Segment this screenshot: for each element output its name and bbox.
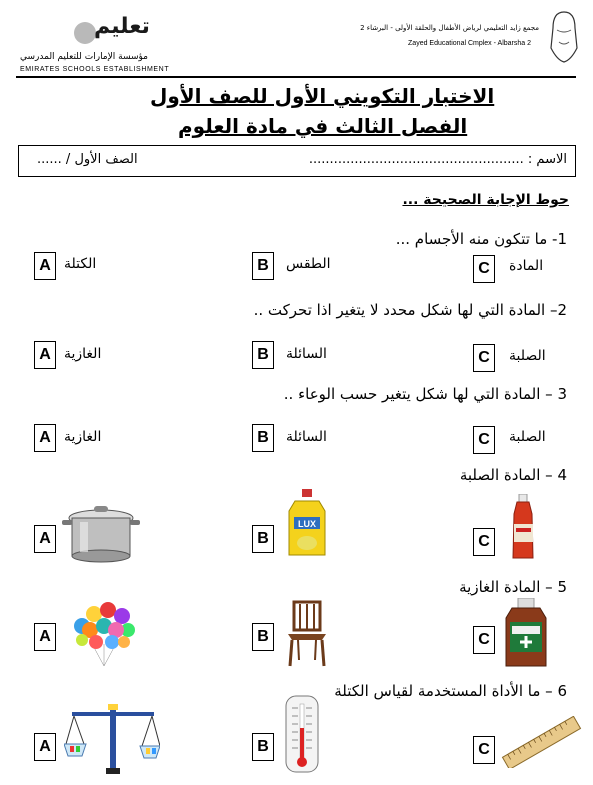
student-info-box: [18, 145, 576, 177]
soap-brand-label: LUX: [298, 519, 316, 529]
option-b-box[interactable]: B: [252, 252, 274, 280]
name-field[interactable]: الاسم : ....................................................: [308, 152, 567, 167]
option-a-box[interactable]: A: [34, 525, 56, 553]
school-name-ar: مجمع زايد التعليمي لرياض الأطفال والحلقة الأولى - البرشاء 2: [360, 24, 539, 32]
balance-scale-icon[interactable]: [64, 700, 160, 776]
option-b-text[interactable]: السائلة: [286, 429, 327, 445]
question-5: 5 – المادة الغازية: [459, 578, 567, 596]
option-c-box[interactable]: C: [473, 344, 495, 372]
title-line-2: الفصل الثالث في مادة العلوم: [178, 114, 468, 138]
header-divider: [16, 76, 576, 78]
wooden-chair-icon[interactable]: [284, 600, 330, 668]
option-c-box[interactable]: C: [473, 426, 495, 454]
instruction: حوط الإجابة الصحيحة ...: [402, 192, 569, 208]
option-b-text[interactable]: السائلة: [286, 346, 327, 362]
question-2: 2– المادة التي لها شكل محدد لا يتغير اذا تحركت ..: [253, 301, 567, 319]
esa-name-en: EMIRATES SCHOOLS ESTABLISHMENT: [20, 66, 170, 73]
esa-name-ar: مؤسسة الإمارات للتعليم المدرسي: [20, 52, 148, 62]
option-c-box[interactable]: C: [473, 626, 495, 654]
option-c-text[interactable]: الصلبة: [509, 348, 546, 364]
option-a-box[interactable]: A: [34, 424, 56, 452]
question-3: 3 – المادة التي لها شكل يتغير حسب الوعاء ..: [283, 385, 567, 403]
school-name-en: Zayed Educational Cmplex - Albarsha 2: [408, 40, 531, 47]
title-line-1: الاختبار التكويني الأول للصف الأول: [150, 84, 495, 108]
logo-mark-icon: [74, 22, 96, 44]
option-c-text[interactable]: المادة: [509, 258, 544, 274]
question-4: 4 – المادة الصلبة: [459, 466, 567, 484]
option-a-text[interactable]: الغازية: [64, 429, 102, 445]
school-logo: [360, 8, 583, 68]
antiseptic-bottle-icon[interactable]: [500, 598, 552, 668]
sauce-bottle-icon[interactable]: [506, 494, 540, 560]
balloons-icon[interactable]: [70, 600, 138, 670]
option-a-text[interactable]: الكتلة: [64, 256, 97, 272]
option-b-box[interactable]: B: [252, 623, 274, 651]
option-b-box[interactable]: B: [252, 341, 274, 369]
option-c-box[interactable]: C: [473, 255, 495, 283]
brand-text: تعليم: [94, 14, 150, 39]
option-a-box[interactable]: A: [34, 341, 56, 369]
option-c-text[interactable]: الصلبة: [509, 429, 546, 445]
ruler-icon[interactable]: [500, 716, 582, 768]
question-6: 6 – ما الأداة المستخدمة لقياس الكتلة: [334, 682, 567, 700]
option-a-text[interactable]: الغازية: [64, 346, 102, 362]
option-a-box[interactable]: A: [34, 623, 56, 651]
class-field[interactable]: الصف الأول / ......: [37, 152, 138, 167]
ese-logo: [14, 8, 174, 74]
option-c-box[interactable]: C: [473, 528, 495, 556]
option-a-box[interactable]: A: [34, 252, 56, 280]
option-b-box[interactable]: B: [252, 424, 274, 452]
portrait-icon: [545, 8, 583, 64]
thermometer-icon[interactable]: [284, 694, 320, 774]
option-b-box[interactable]: B: [252, 525, 274, 553]
option-c-box[interactable]: C: [473, 736, 495, 764]
question-1: 1- ما تتكون منه الأجسام ...: [395, 230, 567, 248]
option-b-text[interactable]: الطقس: [286, 256, 331, 272]
dish-soap-bottle-icon[interactable]: [285, 487, 329, 559]
option-a-box[interactable]: A: [34, 733, 56, 761]
cooking-pot-icon[interactable]: [60, 500, 142, 566]
option-b-box[interactable]: B: [252, 733, 274, 761]
